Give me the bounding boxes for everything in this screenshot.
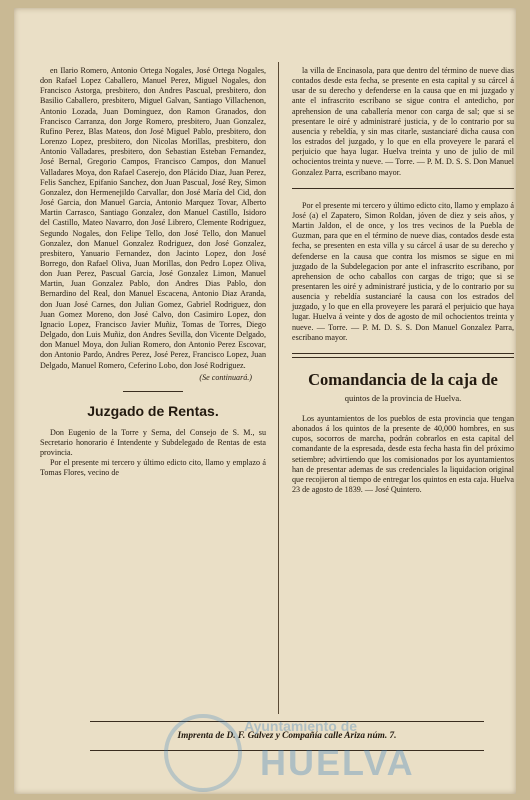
juzgado-edict-paragraph: Por el presente mi tercero y último edicto cito, llamo y emplazo á Tomas Flores, vecino de bbox=[40, 458, 266, 478]
column-divider bbox=[278, 62, 279, 714]
edict-divider bbox=[292, 188, 514, 189]
section-divider bbox=[123, 391, 183, 392]
edict-puebla-paragraph: Por el presente mi tercero y último edicto cito, llamo y emplazo á José (a) el Zapatero, Simon Roldan, jóven de diez y seis años, y Martin Jaldon, el de once, y los tres vecinos de la Puebla de Guzman, para que en el término de nueve dias, contados desde esta fecha, se presenten en esta villa y su cárcel á usar de su derecho y defenderse en la causa que contra los mismos se sigue en mi juzgado de la Subdelegacion por ante el infrascrito escribano, por aprehension de ocho caballos con cargas de trigo; que si se presentaren les oiré y administraré justicia, y de lo contrario por su ausencia y rebeldía sustanciaré la causa con los estrados del juzgado, y lo que en ella proveyere les parará el perjuicio que haya lugar. Huelva á veinte y dos de agosto de mil ochocientos treinta y nueve. — Torre. — P. M. D. S. S. Don Manuel Gonzalez Parra, escribano mayor. bbox=[292, 200, 514, 342]
newspaper-page bbox=[14, 8, 516, 794]
watermark-line1: Ayuntamiento de bbox=[244, 718, 358, 734]
juzgado-intro-paragraph: Don Eugenio de la Torre y Serna, del Consejo de S. M., su Secretario honorario é Intendente y Subdelegado de Rentas de esta provincia. bbox=[40, 427, 266, 458]
section-subtitle-comandancia: quintos de la provincia de Huelva. bbox=[344, 392, 462, 403]
section-double-divider bbox=[292, 353, 514, 358]
continued-note: (Se continuará.) bbox=[199, 372, 252, 382]
section-title-juzgado: Juzgado de Rentas. bbox=[87, 402, 219, 419]
footer-rule-top bbox=[90, 721, 484, 722]
watermark-line2: HUELVA bbox=[260, 742, 415, 783]
quintos-notice-paragraph: Los ayuntamientos de los pueblos de esta provincia que tengan abonados á los quintos de la presente de 40,000 hombres, en sus cupos, socorros de marcha, podrán cobrarlos en esta capital del comandante de la espresada, desde esta fecha hasta fin del próximo setiembre; advirtiendo que los comisionados por los ayuntamientos han de presentar ademas de sus credenciales la liquidacion original que recojieron al tiempo de entregar los quintos en esta caja. Huelva 23 de agosto de 1839. — José Quintero. bbox=[292, 413, 514, 494]
imprint-line: Imprenta de D. F. Galvez y Compañía calle Ariza núm. 7. bbox=[177, 731, 397, 741]
left-column bbox=[40, 66, 266, 479]
edict-encinasola-paragraph: la villa de Encinasola, para que dentro del término de nueve dias contados desde esta fecha, se presente en esta capital y su cárcel á usar de su derecho y defenderse en la causa que en mi juzgado y ante el infrascrito escribano se sigue contra el antedicho, por aprehension de una caballería menor con carga de sal; que si se presentare le oiré y administraré justicia, y de lo contrario por su ausencia y rebeldía, y sin mas citarle, sustanciaré dicha causa con los estrados del juzgado, y lo que en ella proveyere le parará el perjuicio que haya lugar. Huelva treinta y uno de julio de mil ochocientos treinta y nueve. — Torre. — P. M. D. S. S. Don Manuel Gonzalez Parra, escribano mayor. bbox=[292, 66, 514, 177]
names-list-paragraph: en Ilario Romero, Antonio Ortega Nogales, José Ortega Nogales, don Rafael Lopez Caballero, Manuel Perez, Miguel Nogales, don Francisco Astorga, presbitero, don Andres Pascual, presbitero, don Basilio Caballero, presbitero, Miguel Galvan, Santiago Villachenon, Antonio Lozada, Juan Dominguez, don Ramon Granados, don Francisco Carranza, don Jorge Romero, presbitero, Juan Gonzalez, Rufino Perez, Blas Mateos, don José Miguel Pablo, presbitero, don Lorenzo Lopez, presbitero, don Nicolas Morillas, presbitero, don Antonio Valladares, presbitero, don Sebastian Esteban Fernandez, José Bernal, Gregorio Campos, Francisco Campos, don Manuel Valladares Moya, don Rafael Caserejo, don Plácido Diaz, Juan Perez, Felis Sanchez, Epifanio Sanchez, don Juan Pascual, José Rey, Simon Gonzalez, don Hermenejildo Carvallar, don José María del Cid, don José Garcia, don Manuel Garcia, Antonio Marquez Tovar, Alberto Martin Carrasco, Santiago Gonzalez, don Manuel Castillo, Isidoro del Castillo, Mateo Navarro, don José Librero, Clemente Rodriguez, Segundo Nogales, don Felipe Tello, don José Tello, don Manuel Gonzalez, don Manuel Gonzalez Rodriguez, don José Gonzalez, presbitero, Yanuario Fernandez, don Jacinto Lopez, don José Borrego, don Rafael Oliva, Juan Morillas, don Pedro Lopez Oliva, don Juan Perez, Pascual Garcia, José Gonzalez Limon, Manuel Martin, Juan Gonzalez Pablo, don Andres Dias Pablo, don Bernardino del Real, don Manuel Escacena, Antonio Diaz Aranda, don Juan José Carnes, don Julian Gomez, Gabriel Rodriguez, don Juan Gomez Moreno, don José Calvo, don Casimiro Lopez, don Ignacio Lopez, Francisco Javier Muñiz, Tomas de Torres, Diego Delgado, don Luis Muñiz, don Andres Sevilla, don Vicente Delgado, don Manuel Moya, don Julian Romero, don Antonio Perez Escovar, don Antonio Pardo, Andres Perez, José Perez, Francisco Lopez, Juan Delgado, Manuel Romero, Ceferino Lobo, don José Rodriguez. bbox=[40, 66, 266, 370]
section-title-comandancia: Comandancia de la caja de bbox=[308, 369, 498, 389]
right-column bbox=[292, 66, 514, 495]
footer-rule-bottom bbox=[90, 750, 484, 751]
